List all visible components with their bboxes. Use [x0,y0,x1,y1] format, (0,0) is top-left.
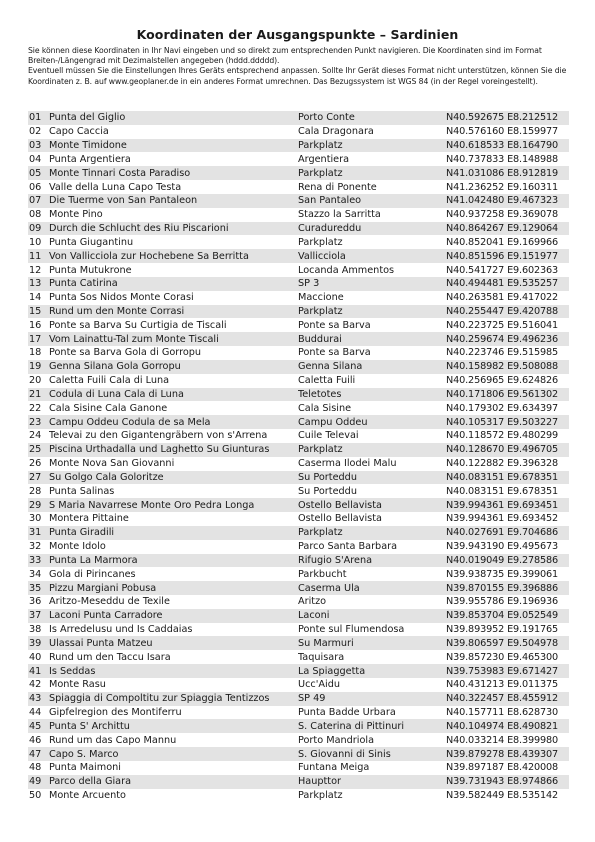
table-row [28,152,569,166]
route-name: Punta La Marmora [49,554,138,566]
route-name: Is Arredelusu und Is Caddaias [49,624,193,636]
coordinates: N40.128670 E9.496705 [446,444,559,456]
table-row [28,277,569,291]
row-number: 08 [29,209,42,221]
intro-paragraph-2: Eventuell müssen Sie die Einstellungen Ihres Geräts entsprechend anpassen. Sollte Ihr Gerät dieses Format nicht unterstützen, können Sie die Koordinaten z. B. auf www.geoplaner.de in ein anderes Format umrechnen. Das Bezugssystem ist WGS 84 (in der Regel voreingestellt). [28,66,567,86]
start-point: Ostello Bellavista [298,499,382,511]
coordinates: N40.083151 E9.678351 [446,485,559,497]
start-point: Ucc'Aidu [298,679,341,691]
table-row [28,484,569,498]
coordinates: N39.994361 E9.693451 [446,499,559,511]
coordinates: N40.105317 E9.503227 [446,416,559,428]
coordinates: N39.870155 E9.396886 [446,582,559,594]
start-point: Stazzo la Sarritta [298,209,381,221]
coordinates: N39.893952 E9.191765 [446,624,559,636]
route-name: Punta Argentiera [49,153,131,165]
row-number: 46 [29,734,42,746]
coordinates: N40.033214 E8.399980 [446,734,559,746]
route-name: Punta Giradili [49,527,115,539]
start-point: Locanda Ammentos [298,264,395,276]
start-point: Taquisara [298,651,345,663]
coordinates: N41.236252 E9.160311 [446,181,559,193]
coordinates: N40.118572 E9.480299 [446,430,559,442]
start-point: Ostello Bellavista [298,513,382,525]
row-number: 05 [29,167,42,179]
row-number: 38 [29,624,42,636]
coordinates: N40.179302 E9.634397 [446,402,559,414]
coordinates: N40.263581 E9.417022 [446,292,559,304]
row-number: 41 [29,665,42,677]
table-row [28,471,569,485]
coordinates: N40.937258 E9.369078 [446,209,559,221]
table-row [28,747,569,761]
start-point: Caletta Fuili [298,375,356,387]
coordinates: N40.431213 E9.011375 [446,679,559,691]
table-row [28,222,569,236]
route-name: Vom Lainattu-Tal zum Monte Tiscali [49,333,219,345]
table-row [28,401,569,415]
route-name: Cala Sisine Cala Ganone [49,402,168,414]
route-name: Spiaggia di Compoltitu zur Spiaggia Tentizzos [49,693,270,705]
coordinates: N40.618533 E8.164790 [446,140,559,152]
start-point: Teletotes [298,388,342,400]
row-number: 22 [29,402,42,414]
route-name: Capo S. Marco [49,748,119,760]
table-row [28,235,569,249]
start-point: Rifugio S'Arena [298,554,373,566]
table-row [28,415,569,429]
row-number: 48 [29,762,42,774]
route-name: Monte Tinnari Costa Paradiso [49,167,191,179]
table-row [28,388,569,402]
table-row [28,443,569,457]
coordinates: N40.223725 E9.516041 [446,319,559,331]
route-name: Gola di Pirincanes [49,568,136,580]
start-point: Cuile Televai [298,430,359,442]
start-point: S. Caterina di Pittinuri [298,720,405,732]
table-row [28,719,569,733]
coordinates: N39.753983 E9.671427 [446,665,559,677]
start-point: Cala Dragonara [298,126,374,138]
table-row [28,457,569,471]
route-name: Monte Rasu [49,679,106,691]
table-row [28,249,569,263]
table-row [28,180,569,194]
start-point: Parkplatz [298,444,343,456]
route-name: Caletta Fuili Cala di Luna [49,375,170,387]
coordinates: N40.255447 E9.420788 [446,306,559,317]
table-row [28,554,569,568]
table-row [28,692,569,706]
route-name: Punta Catirina [49,278,118,290]
route-name: Pizzu Margiani Pobusa [49,582,157,594]
row-number: 14 [29,292,42,304]
table-row [28,761,569,775]
table-row [28,125,569,139]
route-name: Codula di Luna Cala di Luna [49,388,184,400]
start-point: Aritzo [298,596,327,608]
start-point: Parkplatz [298,789,343,801]
start-point: SP 49 [298,693,326,705]
start-point: Parkplatz [298,527,343,539]
row-number: 10 [29,236,42,248]
route-name: Punta Sos Nidos Monte Corasi [49,292,194,304]
start-point: Porto Conte [298,112,355,124]
route-name: Monte Arcuento [49,789,126,801]
table-row [28,789,569,803]
route-name: Ponte sa Barva Su Curtigia de Tiscali [49,319,227,331]
coordinates: N39.994361 E9.693452 [446,513,559,525]
start-point: Rena di Ponente [298,181,377,193]
table-row [28,139,569,153]
start-point: Cala Sisine [298,402,352,414]
route-name: Genna Silana Gola Gorropu [49,361,181,373]
coordinates: N40.737833 E8.148988 [446,153,559,165]
route-name: Valle della Luna Capo Testa [49,181,182,193]
start-point: Su Porteddu [298,485,357,497]
table-row [28,775,569,789]
start-point: Parco Santa Barbara [298,541,398,553]
row-number: 03 [29,140,42,152]
route-name: Monte Nova San Giovanni [49,458,175,470]
route-name: Montera Pittaine [49,513,129,525]
coordinates: N40.494481 E9.535257 [446,278,559,290]
route-name: Campu Oddeu Codula de sa Mela [49,416,211,428]
start-point: San Pantaleo [298,195,362,207]
table-row [28,208,569,222]
table-row [28,609,569,623]
coordinates: N39.853704 E9.052549 [446,610,559,622]
start-point: Funtana Meiga [298,762,370,774]
coordinates: N40.104974 E8.490821 [446,720,559,732]
row-number: 17 [29,333,42,345]
start-point: Porto Mandriola [298,734,375,746]
coordinates: N39.857230 E9.465300 [446,651,559,663]
row-number: 24 [29,430,42,442]
coordinates: N40.256965 E9.624826 [446,375,559,387]
row-number: 39 [29,637,42,649]
coordinates: N39.897187 E8.420008 [446,762,559,774]
coordinates-table [28,111,569,802]
row-number: 23 [29,416,42,428]
route-name: Monte Pino [49,209,103,221]
coordinates: N40.223746 E9.515985 [446,347,559,359]
start-point: Ponte sa Barva [298,347,371,359]
coordinates: N40.158982 E9.508088 [446,361,559,373]
start-point: S. Giovanni di Sinis [298,748,391,760]
table-row [28,581,569,595]
row-number: 09 [29,223,42,235]
row-number: 18 [29,347,42,359]
row-number: 26 [29,458,42,470]
table-row [28,540,569,554]
row-number: 35 [29,582,42,594]
route-name: Von Vallicciola zur Hochebene Sa Berritta [49,250,249,262]
row-number: 34 [29,568,42,580]
row-number: 04 [29,153,42,165]
coordinates: N40.541727 E9.602363 [446,264,559,276]
coordinates: N40.122882 E9.396328 [446,458,559,470]
route-name: Laconi Punta Carradore [49,610,163,622]
coordinates: N39.938735 E9.399061 [446,568,559,580]
start-point: Punta Badde Urbara [298,707,396,719]
start-point: SP 3 [298,278,320,290]
coordinates: N40.322457 E8.455912 [446,693,559,705]
row-number: 27 [29,471,42,483]
table-row [28,636,569,650]
coordinates: N40.157711 E8.628730 [446,707,559,719]
table-row [28,332,569,346]
start-point: Curadureddu [298,223,362,235]
route-name: Aritzo-Meseddu de Texile [49,596,170,608]
coordinates: N39.943190 E9.495673 [446,541,559,553]
table-row [28,733,569,747]
table-row [28,291,569,305]
start-point: Su Porteddu [298,471,357,483]
route-name: Die Tuerme von San Pantaleon [49,195,198,207]
start-point: Buddurai [298,333,342,345]
row-number: 50 [29,789,42,801]
coordinates: N40.576160 E8.159977 [446,126,559,138]
row-number: 06 [29,181,42,193]
table-row [28,623,569,637]
route-name: Su Golgo Cala Goloritze [49,471,164,483]
row-number: 29 [29,499,42,511]
table-row [28,498,569,512]
row-number: 19 [29,361,42,373]
route-name: Monte Timidone [49,140,127,152]
page-title: Koordinaten der Ausgangspunkte – Sardinien [136,27,459,42]
route-name: Punta del Giglio [49,112,126,124]
start-point: Argentiera [298,153,350,165]
start-point: Parkbucht [298,568,347,580]
route-name: Parco della Giara [49,776,132,788]
row-number: 45 [29,720,42,732]
row-number: 43 [29,693,42,705]
coordinates: N39.955786 E9.196936 [446,596,559,608]
row-number: 15 [29,306,42,317]
table-row [28,346,569,360]
table-row [28,567,569,581]
start-point: Vallicciola [298,250,346,262]
table-row [28,263,569,277]
row-number: 33 [29,554,42,566]
row-number: 20 [29,375,42,387]
coordinates: N39.879278 E8.439307 [446,748,559,760]
row-number: 25 [29,444,42,456]
route-name: Piscina Urthadalla und Laghetto Su Giunturas [49,444,270,456]
row-number: 49 [29,776,42,788]
route-name: Rund um den Taccu Isara [49,651,171,663]
start-point: Ponte sa Barva [298,319,371,331]
table-row [28,429,569,443]
coordinates: N40.592675 E8.212512 [446,112,559,124]
start-point: Parkplatz [298,236,343,248]
coordinates: N40.083151 E9.678351 [446,471,559,483]
intro-paragraph-1: Sie können diese Koordinaten in Ihr Navi eingeben und so direkt zum entsprechenden Punkt navigieren. Die Koordinaten sind im Format Breiten-/Längengrad mit Dezimalstellen angegeben (hddd.ddddd). [28,46,542,66]
row-number: 40 [29,651,42,663]
route-name: Punta Maimoni [49,762,121,774]
coordinates: N39.731943 E8.974866 [446,776,559,788]
table-row [28,595,569,609]
row-number: 31 [29,527,42,539]
route-name: Ulassai Punta Matzeu [49,637,153,649]
table-row [28,111,569,125]
table-row [28,512,569,526]
intro-text [28,46,568,87]
route-name: Punta Salinas [49,485,115,497]
start-point: Maccione [298,292,344,304]
coordinates: N39.582449 E8.535142 [446,789,559,801]
table-row [28,706,569,720]
coordinates: N40.851596 E9.151977 [446,250,559,262]
table-row [28,374,569,388]
row-number: 16 [29,319,42,331]
start-point: Su Marmuri [298,637,354,649]
coordinates: N41.031086 E8.912819 [446,167,559,179]
start-point: Caserma Ilodei Malu [298,458,397,470]
table-row [28,650,569,664]
route-name: S Maria Navarrese Monte Oro Pedra Longa [49,499,255,511]
row-number: 30 [29,513,42,525]
row-number: 02 [29,126,42,138]
coordinates: N40.171806 E9.561302 [446,388,559,400]
route-name: Is Seddas [49,665,96,677]
coordinates: N40.852041 E9.169966 [446,236,559,248]
coordinates: N39.806597 E9.504978 [446,637,559,649]
start-point: Ponte sul Flumendosa [298,624,405,636]
row-number: 21 [29,388,42,400]
row-number: 11 [29,250,42,262]
route-name: Gipfelregion des Montiferru [49,707,182,719]
row-number: 42 [29,679,42,691]
coordinates: N40.019049 E9.278586 [446,554,559,566]
route-name: Capo Caccia [49,126,109,138]
row-number: 12 [29,264,42,276]
row-number: 36 [29,596,42,608]
coordinates: N40.864267 E9.129064 [446,223,559,235]
route-name: Durch die Schlucht des Riu Piscarioni [49,223,229,235]
table-row [28,526,569,540]
table-row [28,664,569,678]
coordinates: N40.027691 E9.704686 [446,527,559,539]
row-number: 47 [29,748,42,760]
table-row [28,318,569,332]
route-name: Rund um das Capo Mannu [49,734,177,746]
start-point: Parkplatz [298,167,343,179]
row-number: 28 [29,485,42,497]
coordinates: N40.259674 E9.496236 [446,333,559,345]
table-row [28,305,569,319]
row-number: 07 [29,195,42,207]
row-number: 37 [29,610,42,622]
route-name: Monte Idolo [49,541,106,553]
row-number: 44 [29,707,42,719]
table-row [28,678,569,692]
route-name: Punta Mutukrone [49,264,132,276]
table-row [28,166,569,180]
table-row [28,194,569,208]
row-number: 32 [29,541,42,553]
row-number: 13 [29,278,42,290]
table-row [28,360,569,374]
row-number: 01 [29,112,42,124]
route-name: Punta S' Archittu [49,720,130,732]
start-point: Parkplatz [298,140,343,152]
route-name: Televai zu den Gigantengräbern von s'Arrena [49,430,268,442]
coordinates: N41.042480 E9.467323 [446,195,559,207]
start-point: Campu Oddeu [298,416,368,428]
route-name: Ponte sa Barva Gola di Gorropu [49,347,202,359]
start-point: Haupttor [298,776,342,788]
start-point: Laconi [298,610,330,622]
start-point: Caserma Ula [298,582,360,594]
start-point: La Spiaggetta [298,665,366,677]
route-name: Punta Giugantinu [49,236,134,248]
route-name: Rund um den Monte Corrasi [49,306,185,317]
start-point: Genna Silana [298,361,363,373]
start-point: Parkplatz [298,306,343,317]
